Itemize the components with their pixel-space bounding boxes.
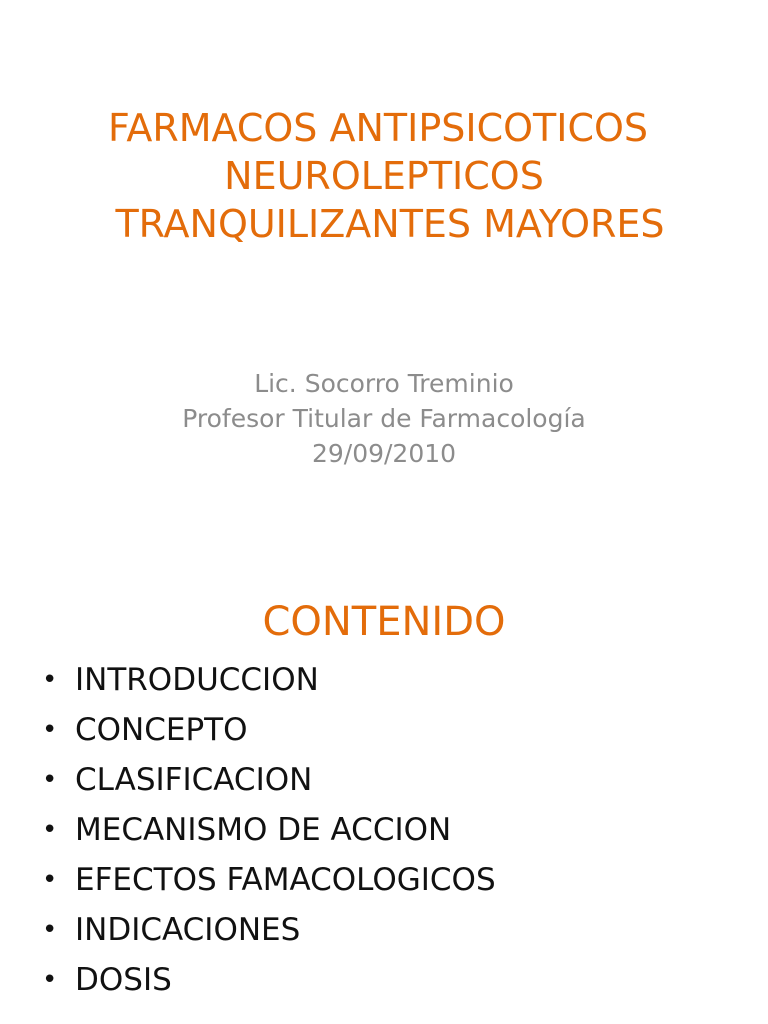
bullet-icon: • bbox=[42, 865, 58, 895]
bullet-icon: • bbox=[42, 665, 58, 695]
list-item-text: INTRODUCCION bbox=[75, 662, 319, 698]
list-item-text: EFECTOS FAMACOLOGICOS bbox=[75, 862, 496, 898]
author-position: Profesor Titular de Farmacología bbox=[182, 404, 586, 433]
presentation-date: 29/09/2010 bbox=[311, 439, 457, 468]
list-item-text: MECANISMO DE ACCION bbox=[75, 812, 452, 848]
list-item-text: CLASIFICACION bbox=[75, 762, 313, 798]
list-item-text: DOSIS bbox=[75, 962, 172, 998]
author-name: Lic. Socorro Treminio bbox=[254, 369, 514, 398]
title-line-3: TRANQUILIZANTES MAYORES bbox=[115, 202, 665, 246]
contents-slide bbox=[0, 576, 768, 1024]
contents-title: CONTENIDO bbox=[262, 599, 506, 645]
bullet-icon: • bbox=[42, 915, 58, 945]
list-item-text: CONCEPTO bbox=[75, 712, 248, 748]
bullet-icon: • bbox=[42, 965, 58, 995]
list-item-text: INDICACIONES bbox=[75, 912, 301, 948]
presentation-title bbox=[0, 104, 768, 248]
title-line-1: FARMACOS ANTIPSICOTICOS bbox=[107, 106, 649, 150]
bullet-icon: • bbox=[42, 815, 58, 845]
bullet-icon: • bbox=[42, 715, 58, 745]
bullet-icon: • bbox=[42, 765, 58, 795]
presentation-subtitle bbox=[0, 366, 768, 471]
title-line-2: NEUROLEPTICOS bbox=[224, 154, 544, 198]
